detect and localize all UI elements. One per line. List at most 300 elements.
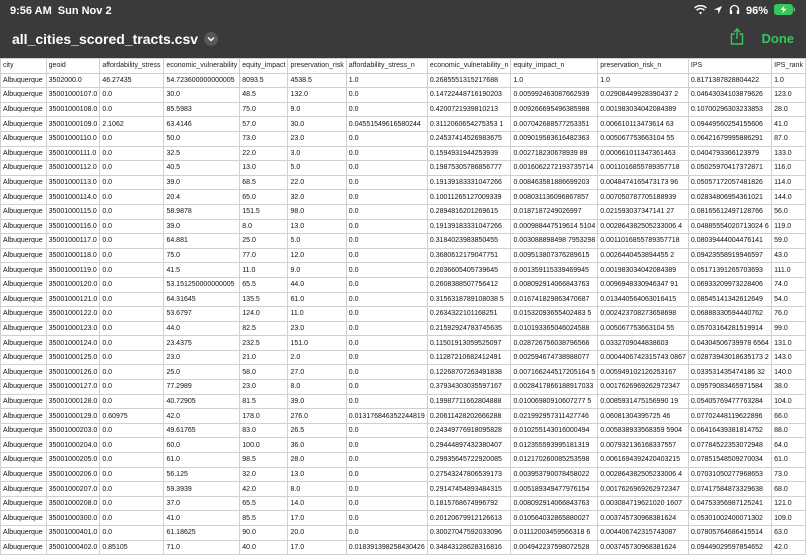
table-cell[interactable]: 0.3156318789108038 5 xyxy=(427,292,511,307)
table-cell[interactable]: 0.007932136168337557 xyxy=(598,438,689,453)
table-cell[interactable]: 58.0 xyxy=(240,365,288,380)
table-cell[interactable]: 0.0 xyxy=(346,161,427,176)
table-cell[interactable]: 0.004942237598072528 xyxy=(511,540,598,555)
table-cell[interactable]: 0.06081304395725 46 xyxy=(598,409,689,424)
table-cell[interactable]: 28.0 xyxy=(288,453,346,468)
table-cell[interactable]: 61.0 xyxy=(164,453,240,468)
table-cell[interactable]: Albuquerque xyxy=(1,467,47,482)
table-cell[interactable]: 0.001983034042084389 xyxy=(598,102,689,117)
table-cell[interactable]: 57.0 xyxy=(240,117,288,132)
table-cell[interactable]: 41.0 xyxy=(772,117,806,132)
table-cell[interactable]: 0.0 xyxy=(100,467,164,482)
table-cell[interactable]: 0.3112060654275353 1 xyxy=(427,117,511,132)
table-cell[interactable]: 63.0 xyxy=(772,526,806,541)
table-cell[interactable]: 35001000117.0 xyxy=(46,234,100,249)
table-cell[interactable]: 151.0 xyxy=(288,336,346,351)
table-cell[interactable]: Albuquerque xyxy=(1,482,47,497)
table-cell[interactable]: 9.0 xyxy=(288,102,346,117)
table-cell[interactable]: 50.0 xyxy=(164,131,240,146)
table-cell[interactable]: 0.005992463087662939 xyxy=(511,88,598,103)
table-cell[interactable]: 23.0 xyxy=(240,380,288,395)
table-cell[interactable]: 178.0 xyxy=(240,409,288,424)
table-cell[interactable]: 0.0085931475156990 19 xyxy=(598,394,689,409)
table-cell[interactable]: 56.0 xyxy=(772,204,806,219)
table-cell[interactable]: 0.0 xyxy=(346,277,427,292)
table-cell[interactable]: 0.0 xyxy=(346,88,427,103)
table-cell[interactable]: 61.0 xyxy=(288,292,346,307)
table-cell[interactable]: 0.01112003459566318 6 xyxy=(511,526,598,541)
table-cell[interactable]: 35001000300.0 xyxy=(46,511,100,526)
table-cell[interactable]: 77.2989 xyxy=(164,380,240,395)
table-cell[interactable]: 0.013440564063016415 xyxy=(598,292,689,307)
table-cell[interactable]: 3502000.0 xyxy=(46,73,100,88)
table-cell[interactable]: 0.0 xyxy=(346,146,427,161)
table-cell[interactable]: Albuquerque xyxy=(1,511,47,526)
table-cell[interactable]: 11.0 xyxy=(240,263,288,278)
table-cell[interactable]: 60.0 xyxy=(164,438,240,453)
table-cell[interactable]: 0.02873943018635173 2 xyxy=(688,350,771,365)
table-cell[interactable]: 0.85105 xyxy=(100,540,164,555)
table-cell[interactable]: 3.0 xyxy=(288,146,346,161)
table-cell[interactable]: 0.0 xyxy=(346,453,427,468)
table-cell[interactable]: 0.3184023983850455 xyxy=(427,234,511,249)
table-cell[interactable]: 2.0 xyxy=(288,350,346,365)
table-cell[interactable]: 35001000204.0 xyxy=(46,438,100,453)
table-cell[interactable]: 0.010564032865880027 xyxy=(511,511,598,526)
table-cell[interactable]: 0.07805764686415514 xyxy=(688,526,771,541)
table-cell[interactable]: 144.0 xyxy=(772,190,806,205)
table-cell[interactable]: 0.0 xyxy=(346,394,427,409)
table-cell[interactable]: 0.0 xyxy=(100,350,164,365)
table-cell[interactable]: Albuquerque xyxy=(1,161,47,176)
table-cell[interactable]: 0.007050787705188939 xyxy=(598,190,689,205)
table-cell[interactable]: 0.0 xyxy=(346,511,427,526)
table-cell[interactable]: 0.06421679995886291 xyxy=(688,131,771,146)
table-cell[interactable]: 0.09449560254155606 xyxy=(688,117,771,132)
table-cell[interactable]: 27.0 xyxy=(288,365,346,380)
table-cell[interactable]: 35001000129.0 xyxy=(46,409,100,424)
table-cell[interactable]: 26.5 xyxy=(288,423,346,438)
table-cell[interactable]: 35001000206.0 xyxy=(46,467,100,482)
table-cell[interactable]: 30.0 xyxy=(164,88,240,103)
table-cell[interactable]: 0.0 xyxy=(346,423,427,438)
table-cell[interactable]: 64.881 xyxy=(164,234,240,249)
table-cell[interactable]: 75.0 xyxy=(240,102,288,117)
table-cell[interactable]: 0.009019583616482363 xyxy=(511,131,598,146)
table-cell[interactable]: 100.0 xyxy=(240,438,288,453)
table-cell[interactable]: 0.0 xyxy=(346,336,427,351)
table-cell[interactable]: 13.0 xyxy=(288,467,346,482)
table-cell[interactable]: 20.0 xyxy=(288,526,346,541)
table-cell[interactable]: 0.10011265127009339 xyxy=(427,190,511,205)
table-cell[interactable]: 53.151250000000005 xyxy=(164,277,240,292)
table-cell[interactable]: Albuquerque xyxy=(1,394,47,409)
table-cell[interactable]: 0.8171387828804422 xyxy=(688,73,771,88)
column-header[interactable]: geoid xyxy=(46,59,100,74)
table-cell[interactable]: 0.2685551315217688 xyxy=(427,73,511,88)
table-cell[interactable]: 0.29444897432380407 xyxy=(427,438,511,453)
table-cell[interactable]: 39.0 xyxy=(164,175,240,190)
table-cell[interactable]: 81.5 xyxy=(240,394,288,409)
table-cell[interactable]: 0.0 xyxy=(100,394,164,409)
table-cell[interactable]: 0.0 xyxy=(346,219,427,234)
table-cell[interactable]: 77.0 xyxy=(240,248,288,263)
table-cell[interactable]: 0.0 xyxy=(346,321,427,336)
table-cell[interactable]: 23.0 xyxy=(164,350,240,365)
table-cell[interactable]: 22.0 xyxy=(288,175,346,190)
table-cell[interactable]: 0.29147454893484315 xyxy=(427,482,511,497)
table-cell[interactable]: 0.0 xyxy=(346,496,427,511)
column-header[interactable]: equity_impact_n xyxy=(511,59,598,74)
table-cell[interactable]: 1.0 xyxy=(598,73,689,88)
table-cell[interactable]: 37.0 xyxy=(164,496,240,511)
table-cell[interactable]: 0.0017626969262972347 xyxy=(598,482,689,497)
table-cell[interactable]: 0.0 xyxy=(100,146,164,161)
table-cell[interactable]: 0.0017626969262972347 xyxy=(598,380,689,395)
table-cell[interactable]: 63.4146 xyxy=(164,117,240,132)
table-cell[interactable]: Albuquerque xyxy=(1,131,47,146)
table-cell[interactable]: 0.010193365046024588 xyxy=(511,321,598,336)
table-cell[interactable]: 40.72905 xyxy=(164,394,240,409)
table-cell[interactable]: 35001000118.0 xyxy=(46,248,100,263)
table-cell[interactable]: 0.0061694392420403215 xyxy=(598,453,689,468)
table-cell[interactable]: 0.1815768674996792 xyxy=(427,496,511,511)
table-cell[interactable]: 0.09579083465971584 xyxy=(688,380,771,395)
table-cell[interactable]: Albuquerque xyxy=(1,277,47,292)
table-cell[interactable]: 0.009266695496385988 xyxy=(511,102,598,117)
table-cell[interactable]: 5.0 xyxy=(288,161,346,176)
table-cell[interactable]: 35001000120.0 xyxy=(46,277,100,292)
table-cell[interactable]: 0.08545141342612649 xyxy=(688,292,771,307)
table-cell[interactable]: 0.0 xyxy=(346,131,427,146)
table-cell[interactable]: 0.0 xyxy=(100,365,164,380)
table-cell[interactable]: 0.19139183331047266 xyxy=(427,175,511,190)
table-cell[interactable]: 42.0 xyxy=(164,409,240,424)
column-header[interactable]: preservation_risk xyxy=(288,59,346,74)
table-cell[interactable]: 90.0 xyxy=(240,526,288,541)
column-header[interactable]: IPS xyxy=(688,59,771,74)
table-cell[interactable]: 132.0 xyxy=(288,88,346,103)
table-cell[interactable]: 0.010255143016000494 xyxy=(511,423,598,438)
table-cell[interactable]: Albuquerque xyxy=(1,380,47,395)
table-cell[interactable]: 64.0 xyxy=(772,438,806,453)
table-cell[interactable]: 1.0 xyxy=(511,73,598,88)
table-cell[interactable]: 0.005838933568359 5904 xyxy=(598,423,689,438)
table-cell[interactable]: 35001000107.0 xyxy=(46,88,100,103)
table-cell[interactable]: 28.0 xyxy=(772,102,806,117)
table-cell[interactable]: 0.000988447519614 5104 xyxy=(511,219,598,234)
table-cell[interactable]: 0.0004406742315743 0867 xyxy=(598,350,689,365)
table-cell[interactable]: 0.05405769477763284 xyxy=(688,394,771,409)
table-cell[interactable]: 35001000122.0 xyxy=(46,307,100,322)
table-cell[interactable]: 8.0 xyxy=(240,219,288,234)
table-cell[interactable]: 0.0 xyxy=(346,175,427,190)
table-cell[interactable]: 0.0 xyxy=(346,365,427,380)
table-cell[interactable]: 35001000114.0 xyxy=(46,190,100,205)
table-cell[interactable]: 0.0 xyxy=(100,219,164,234)
table-cell[interactable]: 0.4200721939810213 xyxy=(427,102,511,117)
table-cell[interactable]: 0.0 xyxy=(100,423,164,438)
table-cell[interactable]: Albuquerque xyxy=(1,88,47,103)
table-cell[interactable]: 0.0 xyxy=(100,526,164,541)
table-cell[interactable]: 0.30027047592033096 xyxy=(427,526,511,541)
table-cell[interactable]: Albuquerque xyxy=(1,526,47,541)
table-cell[interactable]: Albuquerque xyxy=(1,219,47,234)
table-cell[interactable]: 0.0 xyxy=(100,453,164,468)
table-cell[interactable]: 68.0 xyxy=(772,482,806,497)
table-cell[interactable]: 41.0 xyxy=(164,511,240,526)
table-cell[interactable]: 14.0 xyxy=(288,496,346,511)
table-cell[interactable]: Albuquerque xyxy=(1,540,47,555)
table-cell[interactable]: Albuquerque xyxy=(1,263,47,278)
table-cell[interactable]: Albuquerque xyxy=(1,204,47,219)
table-cell[interactable]: 111.0 xyxy=(772,263,806,278)
table-cell[interactable]: 0.04643034103879626 xyxy=(688,88,771,103)
table-cell[interactable]: 0.0096948330946347 91 xyxy=(598,277,689,292)
table-cell[interactable]: 0.021992957311427746 xyxy=(511,409,598,424)
table-cell[interactable]: 140.0 xyxy=(772,365,806,380)
table-cell[interactable]: 13.0 xyxy=(288,219,346,234)
table-cell[interactable]: 1.0 xyxy=(772,73,806,88)
table-cell[interactable]: 0.0 xyxy=(346,234,427,249)
table-cell[interactable]: 0.0 xyxy=(100,234,164,249)
table-cell[interactable]: 109.0 xyxy=(772,511,806,526)
table-cell[interactable]: 0.0 xyxy=(100,336,164,351)
table-cell[interactable]: 0.3680612179047751 xyxy=(427,248,511,263)
table-cell[interactable]: 17.0 xyxy=(288,511,346,526)
table-cell[interactable]: 0.0 xyxy=(346,350,427,365)
table-cell[interactable]: 0.0 xyxy=(100,438,164,453)
table-cell[interactable]: 35001000208.0 xyxy=(46,496,100,511)
table-cell[interactable]: 99.0 xyxy=(772,321,806,336)
column-header[interactable]: affordability_stress_n xyxy=(346,59,427,74)
table-cell[interactable]: 4538.5 xyxy=(288,73,346,88)
table-cell[interactable]: 0.07417584873329638 xyxy=(688,482,771,497)
table-cell[interactable]: 0.0187187249026997 xyxy=(511,204,598,219)
table-cell[interactable]: 0.14722448716190203 xyxy=(427,88,511,103)
table-cell[interactable]: 0.0 xyxy=(100,482,164,497)
table-cell[interactable]: 0.27543247806539173 xyxy=(427,467,511,482)
table-cell[interactable]: 75.0 xyxy=(164,248,240,263)
table-cell[interactable]: 44.0 xyxy=(164,321,240,336)
table-cell[interactable]: 0.60975 xyxy=(100,409,164,424)
table-cell[interactable]: 0.005067753663104 55 xyxy=(598,131,689,146)
table-cell[interactable]: 0.11287210682412491 xyxy=(427,350,511,365)
table-cell[interactable]: 0.2608388507756412 xyxy=(427,277,511,292)
table-cell[interactable]: 0.003953790078458022 xyxy=(511,467,598,482)
table-cell[interactable]: Albuquerque xyxy=(1,292,47,307)
table-cell[interactable]: 0.19875305786856777 xyxy=(427,161,511,176)
table-cell[interactable]: 5.0 xyxy=(288,234,346,249)
table-cell[interactable]: 59.0 xyxy=(772,234,806,249)
table-cell[interactable]: 30.0 xyxy=(288,117,346,132)
table-cell[interactable]: 40.5 xyxy=(164,161,240,176)
table-cell[interactable]: 0.0 xyxy=(100,131,164,146)
table-cell[interactable]: 35001000113.0 xyxy=(46,175,100,190)
table-cell[interactable]: 39.0 xyxy=(164,219,240,234)
table-cell[interactable]: 35001000112.0 xyxy=(46,161,100,176)
table-cell[interactable]: 0.04551549616580244 xyxy=(346,117,427,132)
table-cell[interactable]: 0.19987711662804888 xyxy=(427,394,511,409)
table-cell[interactable]: 0.004406742315743087 xyxy=(598,526,689,541)
table-cell[interactable]: 0.0 xyxy=(100,102,164,117)
share-icon[interactable] xyxy=(730,28,744,50)
table-cell[interactable]: 23.0 xyxy=(288,321,346,336)
table-cell[interactable]: Albuquerque xyxy=(1,248,47,263)
table-cell[interactable]: 38.0 xyxy=(772,380,806,395)
table-cell[interactable]: 0.003745730968381624 xyxy=(598,511,689,526)
table-cell[interactable]: 0.0011016855789357718 xyxy=(598,161,689,176)
table-cell[interactable]: 59.3939 xyxy=(164,482,240,497)
table-cell[interactable]: 0.003745730968381624 xyxy=(598,540,689,555)
table-cell[interactable]: 61.0 xyxy=(772,453,806,468)
table-cell[interactable]: 0.0028417866188917033 xyxy=(511,380,598,395)
table-cell[interactable]: 0.0 xyxy=(100,321,164,336)
table-cell[interactable]: 13.0 xyxy=(240,161,288,176)
table-cell[interactable]: 0.0 xyxy=(346,263,427,278)
table-cell[interactable]: 61.18625 xyxy=(164,526,240,541)
table-cell[interactable]: Albuquerque xyxy=(1,102,47,117)
table-cell[interactable]: 0.0 xyxy=(346,190,427,205)
table-cell[interactable]: 66.0 xyxy=(772,409,806,424)
table-cell[interactable]: 0.2036605405739645 xyxy=(427,263,511,278)
table-cell[interactable]: Albuquerque xyxy=(1,350,47,365)
table-cell[interactable]: 0.002718230678939 89 xyxy=(511,146,598,161)
table-cell[interactable]: 65.5 xyxy=(240,496,288,511)
table-cell[interactable]: 0.0 xyxy=(100,380,164,395)
table-cell[interactable]: 104.0 xyxy=(772,394,806,409)
table-cell[interactable]: 85.5 xyxy=(240,511,288,526)
table-cell[interactable]: 0.0404793366123979 xyxy=(688,146,771,161)
table-cell[interactable]: 8.0 xyxy=(288,482,346,497)
table-cell[interactable]: 82.5 xyxy=(240,321,288,336)
table-cell[interactable]: 32.0 xyxy=(240,467,288,482)
table-cell[interactable]: 0.0 xyxy=(346,248,427,263)
table-cell[interactable]: 35001000126.0 xyxy=(46,365,100,380)
table-cell[interactable]: 0.09423558919946597 xyxy=(688,248,771,263)
table-cell[interactable]: 0.24349776918095828 xyxy=(427,423,511,438)
table-cell[interactable]: 0.006610113473614 63 xyxy=(598,117,689,132)
table-cell[interactable]: 32.5 xyxy=(164,146,240,161)
table-cell[interactable]: 20.4 xyxy=(164,190,240,205)
table-cell[interactable]: 2.1062 xyxy=(100,117,164,132)
table-cell[interactable]: 54.723600000000005 xyxy=(164,73,240,88)
table-cell[interactable]: 0.002423708273658698 xyxy=(598,307,689,322)
table-cell[interactable]: 0.01006980910607277 5 xyxy=(511,394,598,409)
table-cell[interactable]: 0.018391398258430426 xyxy=(346,540,427,555)
table-cell[interactable]: 0.21592924783745635 xyxy=(427,321,511,336)
table-cell[interactable]: 0.033531435474186 32 xyxy=(688,365,771,380)
table-cell[interactable]: 0.0 xyxy=(100,248,164,263)
table-cell[interactable]: 124.0 xyxy=(240,307,288,322)
table-cell[interactable]: 0.007166244517205164 5 xyxy=(511,365,598,380)
table-cell[interactable]: 0.0 xyxy=(346,204,427,219)
table-cell[interactable]: 143.0 xyxy=(772,350,806,365)
table-cell[interactable]: 0.07851548509270034 xyxy=(688,453,771,468)
table-cell[interactable]: 76.0 xyxy=(772,307,806,322)
table-cell[interactable]: 0.012170260085253598 xyxy=(511,453,598,468)
table-cell[interactable]: 23.4375 xyxy=(164,336,240,351)
table-cell[interactable]: 0.04304506739978 6564 xyxy=(688,336,771,351)
table-cell[interactable]: 64.31645 xyxy=(164,292,240,307)
table-cell[interactable]: 22.0 xyxy=(240,146,288,161)
table-cell[interactable]: 0.0 xyxy=(100,307,164,322)
table-cell[interactable]: Albuquerque xyxy=(1,453,47,468)
table-cell[interactable]: Albuquerque xyxy=(1,175,47,190)
table-cell[interactable]: 0.0 xyxy=(100,511,164,526)
table-cell[interactable]: 25.0 xyxy=(164,365,240,380)
table-cell[interactable]: 0.000661011347361463 xyxy=(598,146,689,161)
table-cell[interactable]: Albuquerque xyxy=(1,423,47,438)
table-cell[interactable]: 0.0332709044838603 xyxy=(598,336,689,351)
table-cell[interactable]: 0.021593037347141 27 xyxy=(598,204,689,219)
table-cell[interactable]: 98.5 xyxy=(240,453,288,468)
table-cell[interactable]: 48.5 xyxy=(240,88,288,103)
table-cell[interactable]: 0.06888330594440762 xyxy=(688,307,771,322)
table-cell[interactable]: 0.10700296303233853 xyxy=(688,102,771,117)
table-cell[interactable]: 114.0 xyxy=(772,175,806,190)
table-cell[interactable]: Albuquerque xyxy=(1,409,47,424)
table-cell[interactable]: 0.0 xyxy=(100,496,164,511)
table-cell[interactable]: 17.0 xyxy=(288,540,346,555)
table-cell[interactable]: 0.005067753663104 55 xyxy=(598,321,689,336)
table-cell[interactable]: 35001000207.0 xyxy=(46,482,100,497)
column-header[interactable]: economic_vulnerability_n xyxy=(427,59,511,74)
table-cell[interactable]: 0.013176846352244819 xyxy=(346,409,427,424)
column-header[interactable]: preservation_risk_n xyxy=(598,59,689,74)
table-cell[interactable]: 0.002864382505233006 4 xyxy=(598,467,689,482)
table-cell[interactable]: 25.0 xyxy=(240,234,288,249)
table-cell[interactable]: 0.08039444004476141 xyxy=(688,234,771,249)
table-cell[interactable]: Albuquerque xyxy=(1,365,47,380)
table-cell[interactable]: 39.0 xyxy=(288,394,346,409)
table-cell[interactable]: 8093.5 xyxy=(240,73,288,88)
table-cell[interactable]: Albuquerque xyxy=(1,234,47,249)
spreadsheet-view[interactable] xyxy=(0,58,806,556)
chevron-down-icon[interactable] xyxy=(204,32,218,46)
table-cell[interactable]: 0.05703164281519914 xyxy=(688,321,771,336)
table-cell[interactable]: 131.0 xyxy=(772,336,806,351)
table-cell[interactable]: 54.0 xyxy=(772,292,806,307)
table-cell[interactable]: 0.11501913059525097 xyxy=(427,336,511,351)
table-cell[interactable]: 32.0 xyxy=(288,190,346,205)
column-header[interactable]: city xyxy=(1,59,47,74)
table-cell[interactable]: 0.09449029597854652 xyxy=(688,540,771,555)
table-cell[interactable]: 12.0 xyxy=(288,248,346,263)
table-cell[interactable]: 0.0016062272193735714 xyxy=(511,161,598,176)
table-cell[interactable]: 0.0 xyxy=(100,263,164,278)
table-cell[interactable]: 0.02834806954361021 xyxy=(688,190,771,205)
table-cell[interactable]: 0.0 xyxy=(346,102,427,117)
table-cell[interactable]: 0.1594931944253939 xyxy=(427,146,511,161)
table-cell[interactable]: 35001000110.0 xyxy=(46,131,100,146)
table-cell[interactable]: 0.0048474165473173 96 xyxy=(598,175,689,190)
table-cell[interactable]: 65.5 xyxy=(240,277,288,292)
table-cell[interactable]: 0.001983034042084389 xyxy=(598,263,689,278)
table-cell[interactable]: 74.0 xyxy=(772,277,806,292)
column-header[interactable]: IPS_rank xyxy=(772,59,806,74)
table-cell[interactable]: 0.34843128628316816 xyxy=(427,540,511,555)
table-cell[interactable]: 232.5 xyxy=(240,336,288,351)
table-cell[interactable]: 151.5 xyxy=(240,204,288,219)
table-cell[interactable]: 40.0 xyxy=(240,540,288,555)
column-header[interactable]: equity_impact xyxy=(240,59,288,74)
table-cell[interactable]: 73.0 xyxy=(772,467,806,482)
table-cell[interactable]: 35001000116.0 xyxy=(46,219,100,234)
table-cell[interactable]: Albuquerque xyxy=(1,321,47,336)
table-cell[interactable]: 1.0 xyxy=(346,73,427,88)
table-cell[interactable]: 58.9878 xyxy=(164,204,240,219)
